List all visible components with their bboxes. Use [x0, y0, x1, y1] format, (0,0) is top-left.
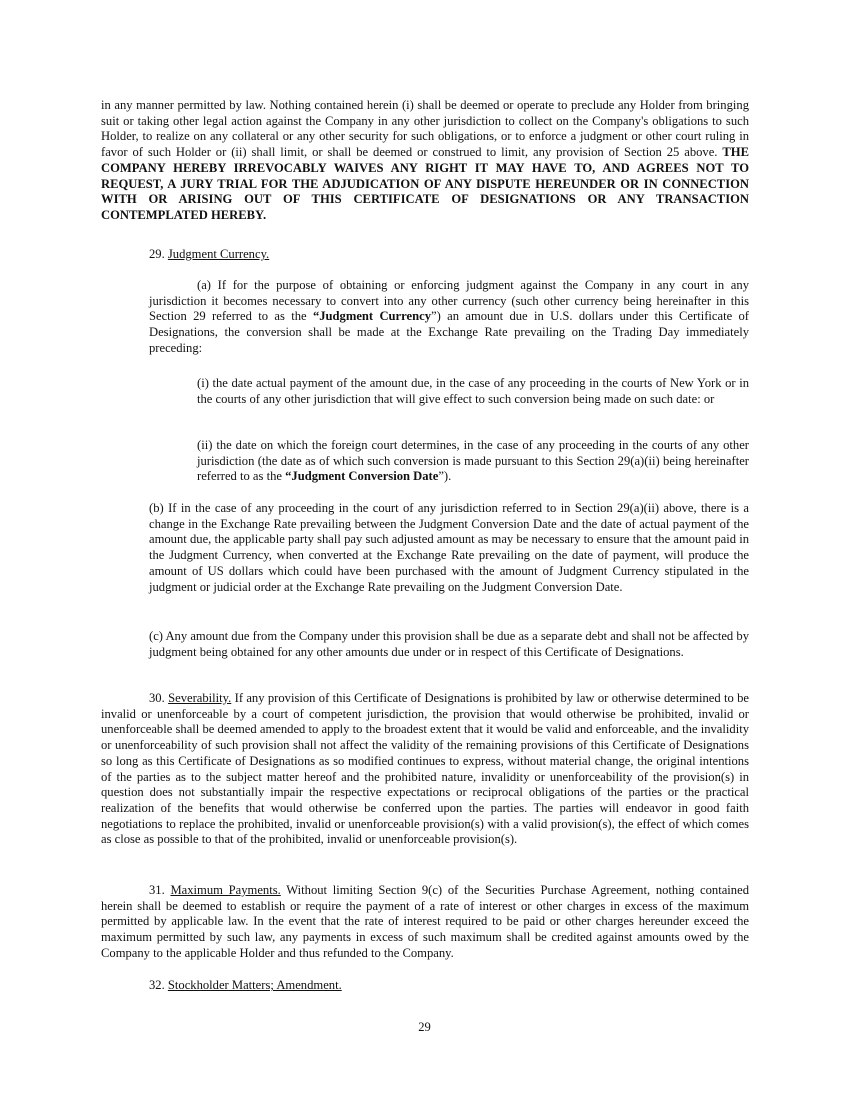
paragraph-text: Without limiting Section 9(c) of the Securities Purchase Agreement, nothing contained herein shall be deemed to establish or require the payment of a rate of interest or other charges in excess of the maximum permitted by applicable law. In the event that the rate of interest required to be paid or other charges hereunder exceed the maximum permitted by such law, any payments in excess of such maximum shall be credited against amounts owed by the Company to the applicable Holder and thus refunded to the Company.: [101, 883, 749, 960]
section-number: 31.: [149, 883, 171, 897]
section-number: 32.: [149, 978, 168, 992]
section-32-heading: [101, 978, 749, 994]
page-number: 29: [418, 1020, 431, 1034]
paragraph-text: (a) If for the purpose of obtaining or enforcing judgment against the Company in any court in any jurisdiction it becomes necessary to convert into any other currency (such other currency being hereinafter in this Section 29 referred to as the: [149, 278, 749, 324]
paragraph-jury-waiver: [101, 98, 749, 224]
paragraph-text: (c) Any amount due from the Company under this provision shall be due as a separate debt and shall not be affected by judgment being obtained for any other amounts due under or in respect of this Certificate of Designations.: [149, 629, 749, 659]
section-title: Severability.: [168, 691, 232, 705]
paragraph-text: If any provision of this Certificate of Designations is prohibited by law or otherwise determined to be invalid or unenforceable by a court of competent jurisdiction, the provision that would otherwise be prohibited, invalid or unenforceable shall be deemed amended to apply to the broadest extent that it would be valid and enforceable, and the invalidity or unenforceability of such provision shall not affect the validity of the remaining provisions of this Certificate of Designations so long as this Certificate of Designations as so modified continues to express, without material change, the original intentions of the parties as to the subject matter hereof and the prohibited nature, invalidity or unenforceability of the provision(s) in question does not substantially impair the respective expectations or reciprocal obligations of the parties or the practical realization of the benefits that would otherwise be conferred upon the parties. The parties will endeavor in good faith negotiations to replace the prohibited, invalid or unenforceable provision(s) with a valid provision(s), the effect of which comes as close as possible to that of the prohibited, invalid or unenforceable provision(s).: [101, 691, 750, 847]
section-29-heading: [101, 247, 749, 263]
section-29a-ii: [197, 438, 749, 485]
paragraph-text: in any manner permitted by law. Nothing contained herein (i) shall be deemed or operate to preclude any Holder from bringing suit or taking other legal action against the Company in any other jurisdiction to collect on the Company's obligations to such Holder, to realize on any collateral or any other security for such obligations, or to enforce a judgment or other court ruling in favor of such Holder or (ii) shall limit, or shall be deemed or construed to limit, any provision of Section 25 above.: [101, 98, 749, 160]
section-number: 30.: [149, 691, 169, 705]
section-29a-i: [197, 376, 749, 407]
section-number: 29.: [149, 247, 168, 261]
paragraph-text: (ii) the date on which the foreign court determines, in the case of any proceeding in the courts of any other jurisdiction (the date as of which such conversion is made pursuant to this Section 29(a)(ii) being hereinafter referred to as the: [197, 438, 749, 484]
section-31: [101, 883, 749, 962]
section-29b: [149, 501, 749, 595]
section-title: Judgment Currency.: [167, 247, 270, 261]
defined-term-judgment-currency: “Judgment Currency: [312, 309, 431, 324]
defined-term-judgment-conversion-date: “Judgment Conversion Date: [285, 469, 439, 484]
section-title: Maximum Payments.: [170, 883, 281, 897]
paragraph-text: ”).: [438, 469, 452, 484]
section-30: [101, 691, 749, 848]
section-title: Stockholder Matters; Amendment.: [167, 978, 342, 992]
section-29c: [149, 629, 749, 660]
paragraph-text: (b) If in the case of any proceeding in the court of any jurisdiction referred to in Section 29(a)(ii) above, there is a change in the Exchange Rate prevailing between the Judgment Conversion Date and the date of actual payment of the amount due, the applicable party shall pay such adjusted amount as may be necessary to ensure that the amount paid in the Judgment Currency, when converted at the Exchange Rate prevailing on the date of payment, will produce the amount of US dollars which could have been purchased with the amount of Judgment Currency stipulated in the judgment or judicial order at the Exchange Rate prevailing on the Judgment Conversion Date.: [149, 501, 749, 594]
paragraph-text: ”) an amount due in U.S. dollars under this Certificate of Designations, the conversion shall be made at the Exchange Rate prevailing on the Trading Day immediately preceding:: [149, 309, 750, 355]
section-29a: [101, 278, 749, 357]
jury-waiver-bold-text: THE COMPANY HEREBY IRREVOCABLY WAIVES ANY RIGHT IT MAY HAVE TO, AND AGREES NOT TO REQUEST, A JURY TRIAL FOR THE ADJUDICATION OF ANY DISPUTE HEREUNDER OR IN CONNECTION WITH OR ARISING OUT OF THIS CERTIFICATE OF DESIGNATIONS OR ANY TRANSACTION CONTEMPLATED HEREBY.: [101, 145, 749, 222]
paragraph-text: (i) the date actual payment of the amount due, in the case of any proceeding in the courts of New York or in the courts of any other jurisdiction that will give effect to such conversion being made on such date: or: [197, 376, 749, 406]
